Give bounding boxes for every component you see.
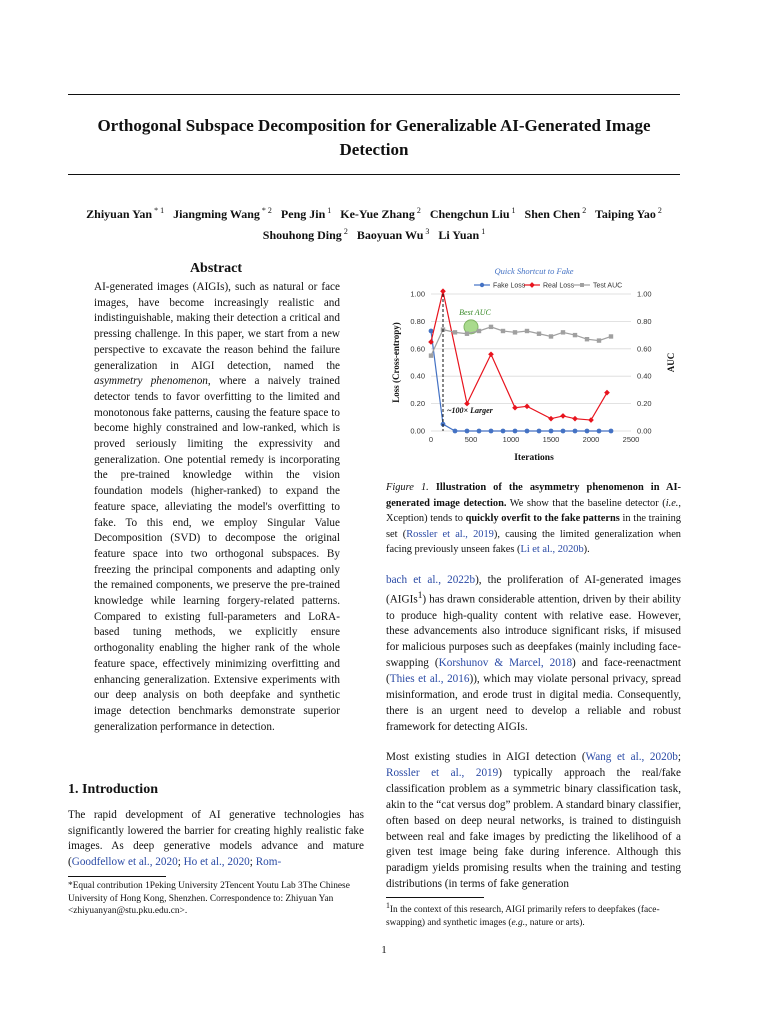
data-point — [488, 351, 494, 357]
x-tick-label: 500 — [464, 435, 478, 444]
data-point — [489, 325, 493, 329]
author-line-2 — [68, 223, 680, 244]
title-bottom-rule — [68, 174, 680, 175]
data-point — [604, 390, 610, 396]
abstract-body: AI-generated images (AIGIs), such as natural or face images, have become increasingly realistic and indistinguishable, making their detection a critical and pressing challenge. In this paper, we start from a new perspective to excavate the reason behind the failure generalization in AIGI detection, named the asymmetry phenomenon, where a naively trained detector tends to favor overfitting to the limited and monotonous fake patterns, causing the feature space to become highly constrained and low-ranked, which is proved seriously limiting the expressivity and generalization. One potential remedy is incorporating the pre-trained knowledge within the vision foundation models (higher-ranked) to expand the feature space, alleviating the model's overfitting to fake. To this end, we employ Singular Value Decomposition (SVD) to decompose the original feature space into two orthogonal subspaces. By freezing the principal components and adapting only the remained components, we preserve the pre-trained knowledge while learning forgery-related patterns. Compared to existing full-parameters and LoRA-based tuning methods, we explicitly ensure orthogonality enabling the higher rank of the whole feature space, effectively minimizing overfitting and enhancing generalization. Extensive experiments with our deep analysis on both deepfake and synthetic image detection benchmarks demonstrate superior generalization performance in detection. — [94, 281, 340, 733]
data-point — [585, 429, 590, 434]
author-affiliation-marker: 1 — [479, 227, 486, 236]
author-name: Li Yuan — [438, 228, 480, 242]
legend-marker — [580, 283, 584, 287]
y-tick-label-right: 1.00 — [637, 289, 652, 299]
data-point — [549, 334, 553, 338]
author-affiliation-marker: 1 — [325, 206, 332, 215]
caption-text: ), causing the limited generalization when facing previously unseen fakes ( — [386, 528, 681, 555]
data-point — [477, 429, 482, 434]
data-point — [597, 429, 602, 434]
citation-link[interactable]: Wang et al., 2020b — [585, 751, 678, 763]
data-point — [549, 429, 554, 434]
caption-text: ). — [583, 544, 590, 555]
data-point — [561, 330, 565, 334]
author-affiliation-marker: 1 — [509, 206, 516, 215]
citation-link[interactable]: Goodfellow et al., 2020 — [71, 855, 178, 868]
y-axis-label-right: AUC — [666, 352, 676, 373]
citation-link[interactable]: Rossler et al., 2019 — [406, 528, 494, 540]
legend-label: Real Loss — [543, 282, 575, 290]
right-column-paragraph-2 — [386, 750, 681, 893]
abstract-italic-term: asymmetry phenomenon — [94, 375, 208, 388]
y-tick-label-left: 0.60 — [410, 344, 425, 354]
footnote-rule — [68, 876, 166, 877]
paragraph-text: ) has drawn considerable attention, driven by their ability to produce high-quality content with relative ease. However, these advancements also introduce significant risks, if misused for malicious purposes such as deepfakes (mainly including face-swapping ( — [386, 593, 681, 670]
caption-label: Figure 1. — [386, 482, 429, 493]
author-affiliation-marker: * 2 — [259, 206, 272, 215]
data-point — [537, 429, 542, 434]
author-name: Shouhong Ding — [262, 228, 342, 242]
data-point — [477, 329, 481, 333]
author-line-1 — [68, 202, 680, 223]
y-tick-label-left: 0.40 — [410, 371, 425, 381]
figure-caption — [386, 480, 681, 558]
data-point — [537, 332, 541, 336]
y-tick-label-left: 0.80 — [410, 316, 425, 326]
y-tick-label-left: 0.00 — [410, 426, 425, 436]
data-point — [453, 429, 458, 434]
citation-link[interactable]: Thies et al., 2016 — [389, 673, 470, 686]
data-point — [465, 332, 469, 336]
caption-bold: Illustration of the asymmetry phenomenon in AI-generated image detection. — [386, 482, 681, 509]
caption-italic: i.e. — [665, 497, 679, 509]
data-point — [588, 417, 594, 423]
paragraph-text: ; — [677, 751, 681, 763]
citation-link[interactable]: Rom- — [255, 855, 282, 868]
data-point — [513, 330, 517, 334]
paragraph-text: )), which may violate personal privacy, spread misinformation, and erode trust in digital media. Consequently, there is an urgent need to develop a reliable and robust framework for detecting AIGIs. — [386, 673, 681, 733]
author-name: Shen Chen — [524, 207, 581, 221]
caption-bold: quickly overfit to the fake patterns — [465, 513, 620, 524]
citation-link[interactable]: Ho et al., 2020 — [183, 855, 250, 868]
y-tick-label-right: 0.40 — [637, 371, 652, 381]
footnote-marker[interactable]: 1 — [417, 590, 423, 601]
data-point — [560, 413, 566, 419]
data-point — [525, 329, 529, 333]
author-affiliation-marker: 3 — [423, 227, 430, 236]
legend-marker — [480, 283, 484, 287]
data-point — [597, 338, 601, 342]
series-line-real-loss — [431, 291, 607, 420]
data-point — [513, 429, 518, 434]
author-name: Baoyuan Wu — [356, 228, 424, 242]
author-affiliation-marker: 2 — [580, 206, 587, 215]
citation-link[interactable]: Korshunov & Marcel, 2018 — [438, 657, 573, 670]
author-name: Chengchun Liu — [429, 207, 510, 221]
data-point — [524, 404, 530, 410]
chart-top-annotation: Quick Shortcut to Fake — [494, 266, 574, 276]
data-point — [489, 429, 494, 434]
data-point — [573, 429, 578, 434]
x-tick-label: 2000 — [582, 435, 600, 444]
data-point — [548, 416, 554, 422]
x-tick-label: 2500 — [622, 435, 640, 444]
y-tick-label-left: 0.20 — [410, 399, 425, 409]
x-axis-label: Iterations — [514, 453, 554, 463]
data-point — [501, 329, 505, 333]
data-point — [501, 429, 506, 434]
author-name: Jiangming Wang — [173, 207, 260, 221]
legend-label: Fake Loss — [493, 282, 526, 290]
author-affiliation-marker: * 1 — [152, 206, 165, 215]
data-point — [609, 334, 613, 338]
y-axis-label-left: Loss (Cross-entropy) — [391, 322, 401, 403]
page-number: 1 — [381, 944, 387, 956]
paper-title: Orthogonal Subspace Decomposition for Generalizable AI-Generated Image Detection — [97, 116, 651, 159]
caption-text: in the training set ( — [386, 513, 681, 540]
y-tick-label-right: 0.20 — [637, 399, 652, 409]
citation-link[interactable]: Li et al., 2020b — [520, 544, 584, 555]
footnote-marker: 1 — [386, 901, 390, 910]
paragraph-text: ) typically approach the real/fake classification problem as a symmetric binary classification task, akin to the “cat versus dog” problem. A standard binary classifier, often based on deep neural networks, is trained to distinguish between real and fake images by predicting the likelihood of a given test image being fake during inference. Although this paradigm yields promising results when the training and testing distributions (in terms of fake generation — [386, 766, 681, 891]
author-name: Taiping Yao — [595, 207, 656, 221]
footnote-text: In the context of this research, AIGI primarily refers to deepfakes (face-swapping) and synthetic images ( — [386, 905, 660, 928]
legend-marker — [529, 282, 535, 288]
series-line-fake-loss — [431, 331, 611, 431]
introduction-paragraph: The rapid development of AI generative technologies has significantly lowered the barrier for creating highly realistic fake images. As deep generative models advance and mature (Goodfellow et al., 2020; Ho et al., 2020; Rom- — [68, 809, 364, 868]
caption-text: , Xception) tends to — [386, 497, 682, 524]
affiliation-footnote: *Equal contribution 1Peking University 2Tencent Youtu Lab 3The Chinese University of Hong Kong, Shenzhen. Correspondence to: Zhiyuan Yan <zhiyuanyan@stu.pku.edu.cn>. — [68, 881, 350, 917]
author-name: Zhiyuan Yan — [86, 207, 153, 221]
author-name: Peng Jin — [280, 207, 326, 221]
x-tick-label: 1500 — [542, 435, 560, 444]
caption-text: We show that the baseline detector ( — [506, 497, 666, 509]
data-point — [561, 429, 566, 434]
chart-svg — [386, 258, 681, 473]
data-point — [440, 288, 446, 294]
paragraph-text: ), the proliferation of AI-generated images (AIGIs — [386, 574, 681, 606]
y-tick-label-right: 0.00 — [637, 426, 652, 436]
y-tick-label-right: 0.60 — [637, 344, 652, 354]
data-point — [609, 429, 614, 434]
citation-link[interactable]: Rossler et al., 2019 — [386, 766, 499, 779]
section-heading-introduction: 1. Introduction — [68, 782, 158, 797]
y-tick-label-right: 0.80 — [637, 316, 652, 326]
legend-label: Test AUC — [593, 282, 623, 290]
data-point — [465, 429, 470, 434]
y-tick-label-left: 1.00 — [410, 289, 425, 299]
figure-1-chart — [386, 258, 681, 473]
x-tick-label: 0 — [428, 435, 434, 444]
top-rule — [68, 94, 680, 95]
data-point — [525, 429, 530, 434]
author-affiliation-marker: 2 — [655, 206, 662, 215]
author-list — [68, 202, 680, 244]
data-point — [585, 337, 589, 341]
paragraph-text: Most existing studies in AIGI detection ( — [386, 751, 586, 763]
abstract-heading: Abstract — [189, 261, 243, 276]
footnote-italic: e.g. — [511, 917, 526, 928]
author-affiliation-marker: 2 — [341, 227, 348, 236]
data-point — [429, 353, 433, 357]
footnote-1 — [386, 900, 681, 929]
author-affiliation-marker: 2 — [414, 206, 421, 215]
best-auc-label: Best AUC — [459, 307, 491, 317]
larger-annotation: ~100× Larger — [447, 406, 493, 416]
series-line-test-auc — [431, 327, 611, 356]
data-point — [572, 416, 578, 422]
data-point — [573, 333, 577, 337]
paragraph-text: ) and face-reenactment ( — [386, 657, 682, 686]
x-tick-label: 1000 — [502, 435, 520, 444]
intro-text: The rapid development of AI generative technologies has significantly lowered the barrier for creating highly realistic fake images. As deep generative models advance and mature ( — [68, 809, 364, 868]
right-column-paragraph-1 — [386, 573, 681, 736]
author-name: Ke-Yue Zhang — [340, 207, 415, 221]
data-point — [512, 405, 518, 411]
data-point — [453, 330, 457, 334]
citation-link[interactable]: bach et al., 2022b — [386, 574, 476, 586]
footnote-rule — [386, 897, 484, 898]
footnote-text: , nature or arts). — [525, 917, 585, 928]
